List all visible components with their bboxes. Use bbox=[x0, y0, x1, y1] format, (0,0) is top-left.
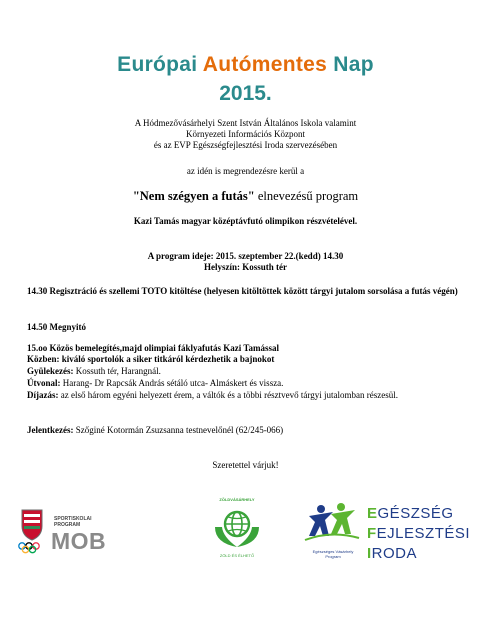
route-label: Útvonal: bbox=[27, 378, 61, 388]
efi-caption-2: Program bbox=[325, 554, 341, 559]
efi-logo bbox=[303, 502, 483, 572]
mob-logo bbox=[18, 505, 143, 555]
zold-bottom-text: ZÖLD ÉS ÉLHETŐ bbox=[219, 553, 255, 558]
program-title bbox=[0, 189, 491, 204]
mob-wordmark: MOB bbox=[51, 528, 107, 554]
efi-caption-1: Egészséges Vásárhely bbox=[312, 549, 354, 554]
route-text: Harang- Dr Rapcsák András sétáló utca- Almáskert és vissza. bbox=[60, 378, 284, 388]
title-year: 2015. bbox=[219, 82, 272, 105]
organizer-line-1: A Hódmezővásárhelyi Szent István Általános Iskola valamint bbox=[134, 118, 357, 128]
title-line bbox=[0, 53, 491, 77]
efi-rest-3: RODA bbox=[371, 545, 418, 562]
efi-rest-1: GÉSZSÉG bbox=[377, 505, 454, 522]
efi-initial-f: F bbox=[367, 525, 377, 542]
efi-wordmark bbox=[367, 504, 470, 564]
title-part2: Autómentes bbox=[202, 53, 328, 76]
title-part1: Európai bbox=[117, 53, 203, 76]
title-part3: Nap bbox=[327, 53, 374, 76]
date-line: A program ideje: 2015. szeptember 22.(kedd) 14.30 bbox=[147, 251, 344, 261]
closing-text: Szeretettel várjuk! bbox=[212, 460, 279, 470]
schedule-awards bbox=[27, 390, 467, 401]
efi-rest-2: EJLESZTÉSI bbox=[376, 525, 471, 542]
guest-line: Kazi Tamás magyar középtávfutó olimpikon részvételével. bbox=[133, 216, 358, 226]
zold-top-text: ZÖLDVÁSÁRHELY bbox=[219, 497, 255, 502]
awards-text: az első három egyéni helyezett érem, a váltók és a többi résztvevő tárgyi jutalomban részesül. bbox=[58, 390, 398, 400]
efi-initial-i: I bbox=[367, 545, 372, 562]
schedule-route bbox=[27, 378, 467, 389]
schedule-gathering bbox=[27, 366, 467, 377]
organizer-line-3: és az EVP Egészségfejlesztési Iroda szervezésében bbox=[153, 140, 338, 150]
schedule-registration-contact bbox=[27, 425, 467, 436]
gathering-label: Gyülekezés: bbox=[27, 366, 74, 376]
zoldvasarhely-logo bbox=[207, 497, 267, 559]
awards-label: Díjazás: bbox=[27, 390, 59, 400]
contact-text: Szőginé Kotormán Zsuzsanna testnevelőnél (62/245-066) bbox=[73, 425, 284, 435]
efi-line-2 bbox=[367, 524, 470, 544]
globe-hands-icon bbox=[207, 503, 267, 555]
schedule-registration: 14.30 Regisztráció és szellemi TOTO kitöltése (helyesen kitöltöttek között tárgyi jutalom sorsolása a futás végén) bbox=[27, 286, 458, 296]
program-name: "Nem szégyen a futás" bbox=[132, 189, 255, 203]
schedule-meanwhile: Közben: kiváló sportolók a siker titkáról kérdezhetik a bajnokot bbox=[27, 354, 275, 364]
program-suffix: elnevezésű program bbox=[254, 189, 359, 203]
mob-caption: SPORTISKOLAI PROGRAM bbox=[54, 516, 92, 528]
efi-line-3 bbox=[367, 544, 470, 564]
schedule-opening: 14.50 Megnyitó bbox=[27, 322, 86, 332]
organizer-line-2: Környezeti Információs Központ bbox=[186, 129, 305, 139]
people-figures-icon bbox=[303, 502, 361, 548]
intro-text: az idén is megrendezésre kerül a bbox=[186, 166, 305, 176]
venue-line: Helyszín: Kossuth tér bbox=[204, 262, 287, 272]
contact-label: Jelentkezés: bbox=[27, 425, 74, 435]
gathering-text: Kossuth tér, Harangnál. bbox=[73, 366, 161, 376]
efi-initial-e: E bbox=[367, 505, 378, 522]
efi-line-1 bbox=[367, 504, 470, 524]
schedule-warmup: 15.oo Közös bemelegítés,majd olimpiai fáklyafutás Kazi Tamással bbox=[27, 343, 279, 353]
